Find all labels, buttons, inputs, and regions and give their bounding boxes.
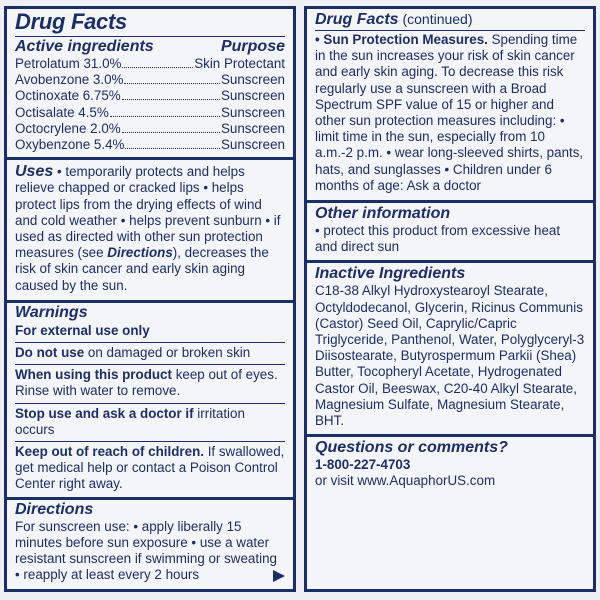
other-information-text: • protect this product from excessive heat and direct sun — [315, 223, 561, 255]
questions-heading: Questions or comments? — [315, 439, 508, 457]
drug-facts-title: Drug Facts — [15, 9, 127, 34]
uses-section — [7, 157, 293, 300]
external-use-text: For external use only — [15, 322, 150, 338]
active-ingredients-section — [7, 9, 293, 157]
uses-text: Uses • temporarily protects and helps relieve chapped or cracked lips • helps protect lips from the drying effects of wind and cold weather • helps prevent sunburn • if used as directed with other sun protection measures (see Directions), decreases the risk of skin cancer and early skin aging caused by the sun. — [15, 163, 281, 293]
phone-number: 1-800-227-4703 — [315, 457, 411, 473]
other-information-heading: Other information — [315, 205, 451, 223]
continue-arrow-icon — [273, 570, 285, 582]
sun-protection-text: • Sun Protection Measures. Spending time in the sun increases your risk of skin cancer and early skin aging. To decrease this risk regularly use a sunscreen with a Broad Spectrum SPF value of 15 or higher and other sun protection measures including: • limit time in the sun, especially from 10 a.m.-2 p.m. • wear long-sleeved shirts, pants, hats, and sunglasses • Children under 6 months of age: Ask a doctor — [315, 32, 584, 193]
warnings-section — [7, 300, 293, 497]
directions-section — [7, 497, 293, 587]
ingredient-row: Avobenzone 3.0% Sunscreen — [15, 72, 285, 88]
drug-facts-panel-left — [4, 6, 296, 592]
do-not-use-text: Do not use on damaged or broken skin — [15, 342, 285, 364]
ingredient-row: Octocrylene 2.0% Sunscreen — [15, 120, 285, 136]
directions-heading: Directions — [15, 500, 94, 518]
ingredient-row: Oxybenzone 5.4% Sunscreen — [15, 137, 285, 153]
active-ingredients-heading: Active ingredients — [15, 38, 154, 55]
warnings-heading: Warnings — [15, 303, 88, 321]
other-information-section — [307, 200, 593, 260]
inactive-ingredients-section — [307, 260, 593, 434]
drug-facts-panel-right — [304, 6, 596, 592]
directions-text: For sunscreen use: • apply liberally 15 minutes before sun exposure • use a water resistant sunscreen if swimming or sweating • reapply at least every 2 hours — [15, 518, 277, 583]
purpose-heading: Purpose — [220, 38, 285, 55]
keep-out-of-reach-text: Keep out of reach of children. If swallowed, get medical help or contact a Poison Control Center right away. — [15, 441, 285, 497]
questions-section — [307, 434, 593, 492]
ingredient-row: Octinoxate 6.75% Sunscreen — [15, 88, 285, 104]
stop-use-text: Stop use and ask a doctor if irritation occurs — [15, 403, 285, 441]
drug-facts-continued-title: Drug Facts (continued) — [315, 11, 473, 28]
website-text: or visit www.AquaphorUS.com — [315, 473, 496, 489]
ingredient-row: Petrolatum 31.0% Skin Protectant — [15, 56, 285, 71]
uses-heading: Uses — [15, 163, 54, 181]
inactive-ingredients-text: C18-38 Alkyl Hydroxystearoyl Stearate, Octyldodecanol, Glycerin, Ricinus Communis (Castor) Seed Oil, Caprylic/Capric Triglyceride, Panthenol, Water, Polyglyceryl-3 Diisostearate, Butyrospermum Parkii (Shea) Butter, Tocopheryl Acetate, Hydrogenated Castor Oil, Beeswax, C20-40 Alkyl Stearate, Magnesium Sulfate, Magnesium Stearate, BHT. — [315, 283, 585, 429]
inactive-ingredients-heading: Inactive Ingredients — [315, 265, 466, 283]
when-using-text: When using this product keep out of eyes. Rinse with water to remove. — [15, 364, 285, 402]
ingredient-row: Octisalate 4.5% Sunscreen — [15, 104, 285, 120]
sun-protection-section — [307, 9, 593, 200]
